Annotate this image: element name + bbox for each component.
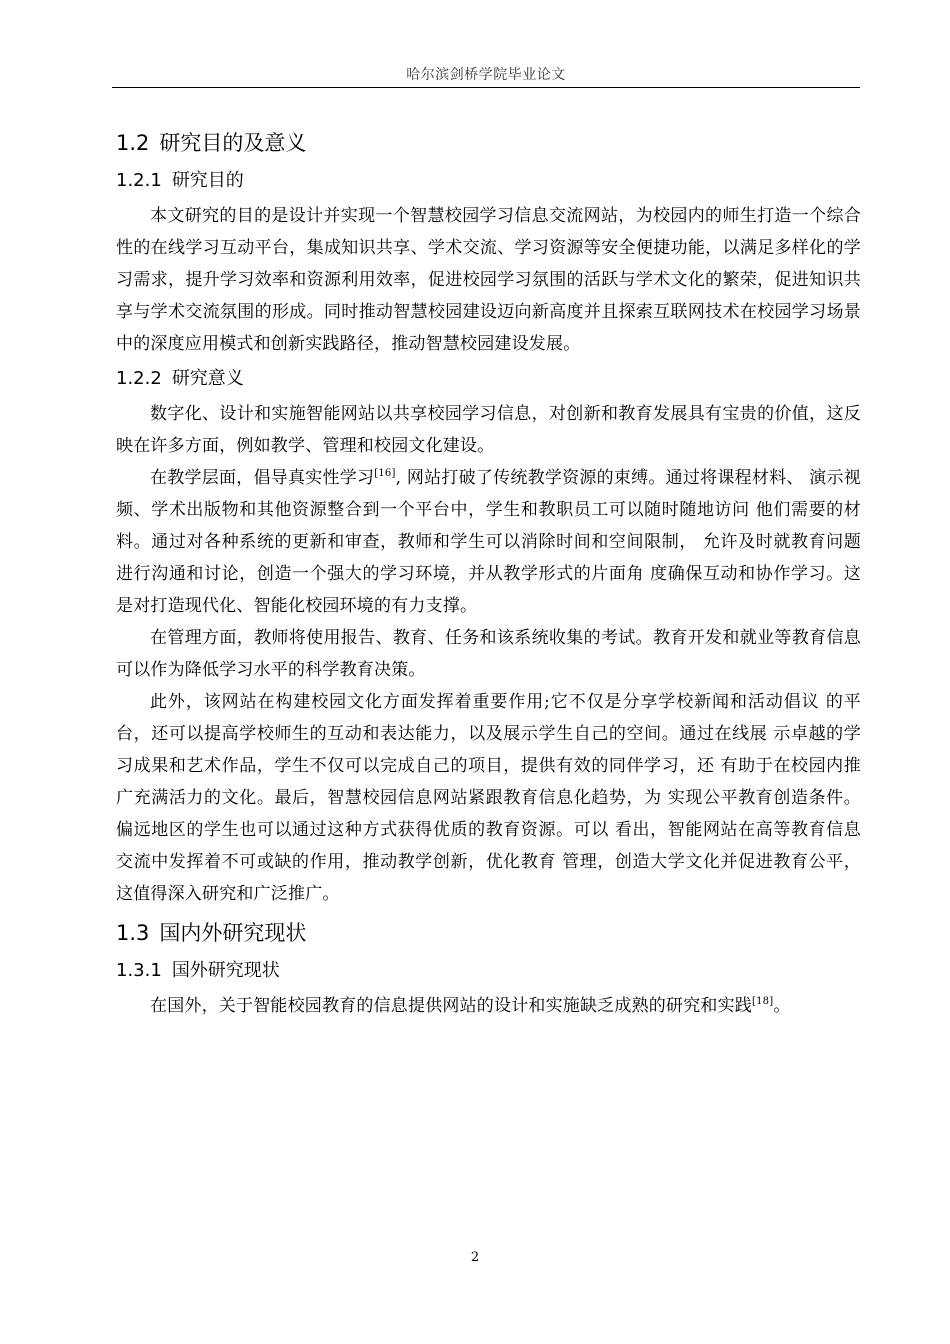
paragraph-text: 。	[773, 996, 791, 1016]
citation-ref: [18]	[752, 996, 774, 1007]
subsection-number: 1.2.1	[116, 170, 162, 191]
section-number: 1.2	[116, 131, 150, 155]
subsection-heading-1-2-2	[116, 362, 861, 396]
subsection-title: 研究目的	[171, 170, 244, 191]
paragraph-text: , 网站打破了传统教学资源的束缚。通过将课程材料、 演示视频、学术出版物和其他资源整合到一个平台中，学生和教职员工可以随时随地访问 他们需要的材料。通过对各种系统的更新和审查，教师和学生可以消除时间和空间限制， 允许及时就教育问题进行沟通和讨论，创造一个强大的学习环境，并从教学形式的片面角 度确保互动和协作学习。这是对打造现代化、智能化校园环境的有力支撑。	[116, 468, 861, 616]
page-number: 2	[470, 1250, 480, 1265]
paragraph-research-purpose: 本文研究的目的是设计并实现一个智慧校园学习信息交流网站，为校园内的师生打造一个综合性的在线学习互动平台，集成知识共享、学术交流、学习资源等安全便捷功能，以满足多样化的学习需求，提升学习效率和资源利用效率，促进校园学习氛围的活跃与学术文化的繁荣，促进知识共享与学术交流氛围的形成。同时推动智慧校园建设迈向新高度并且探索互联网技术在校园学习场景中的深度应用模式和创新实践路径，推动智慧校园建设发展。	[116, 206, 861, 354]
subsection-heading-1-3-1	[116, 954, 861, 988]
paragraph-significance-intro: 数字化、设计和实施智能网站以共享校园学习信息，对创新和教育发展具有宝贵的价值，这反映在许多方面，例如教学、管理和校园文化建设。	[116, 404, 861, 456]
section-heading-1-3	[116, 914, 861, 952]
page-content	[116, 120, 861, 1022]
subsection-number: 1.3.1	[116, 960, 162, 981]
section-number: 1.3	[116, 921, 150, 945]
paragraph-teaching-level	[116, 462, 861, 622]
paragraph-text: 在教学层面，倡导真实性学习	[150, 468, 375, 488]
running-header: 哈尔滨剑桥学院毕业论文	[406, 67, 566, 83]
section-heading-1-2	[116, 124, 861, 162]
subsection-title: 研究意义	[171, 368, 244, 389]
paragraph-campus-culture: 此外，该网站在构建校园文化方面发挥着重要作用;它不仅是分享学校新闻和活动倡议 的平台，还可以提高学校师生的互动和表达能力，以及展示学生自己的空间。通过在线展 示卓越的学习成果和艺术作品，学生不仅可以完成自己的项目，提供有效的同伴学习，还 有助于在校园内推广充满活力的文化。最后，智慧校园信息网站紧跟教育信息化趋势，为 实现公平教育创造条件。偏远地区的学生也可以通过这种方式获得优质的教育资源。可以 看出，智能网站在高等教育信息交流中发挥着不可或缺的作用，推动教学创新，优化教育 管理，创造大学文化并促进教育公平，这值得深入研究和广泛推广。	[116, 692, 861, 904]
section-title: 研究目的及意义	[159, 131, 307, 155]
citation-ref: [16]	[374, 468, 396, 479]
subsection-heading-1-2-1	[116, 164, 861, 198]
subsection-title: 国外研究现状	[171, 960, 280, 981]
header-rule	[112, 87, 860, 88]
section-title: 国内外研究现状	[159, 921, 307, 945]
paragraph-text: 在国外，关于智能校园教育的信息提供网站的设计和实施缺乏成熟的研究和实践	[150, 996, 752, 1016]
paragraph-foreign-research	[116, 990, 861, 1022]
paragraph-management: 在管理方面，教师将使用报告、教育、任务和该系统收集的考试。教育开发和就业等教育信息可以作为降低学习水平的科学教育决策。	[116, 628, 861, 680]
subsection-number: 1.2.2	[116, 368, 162, 389]
